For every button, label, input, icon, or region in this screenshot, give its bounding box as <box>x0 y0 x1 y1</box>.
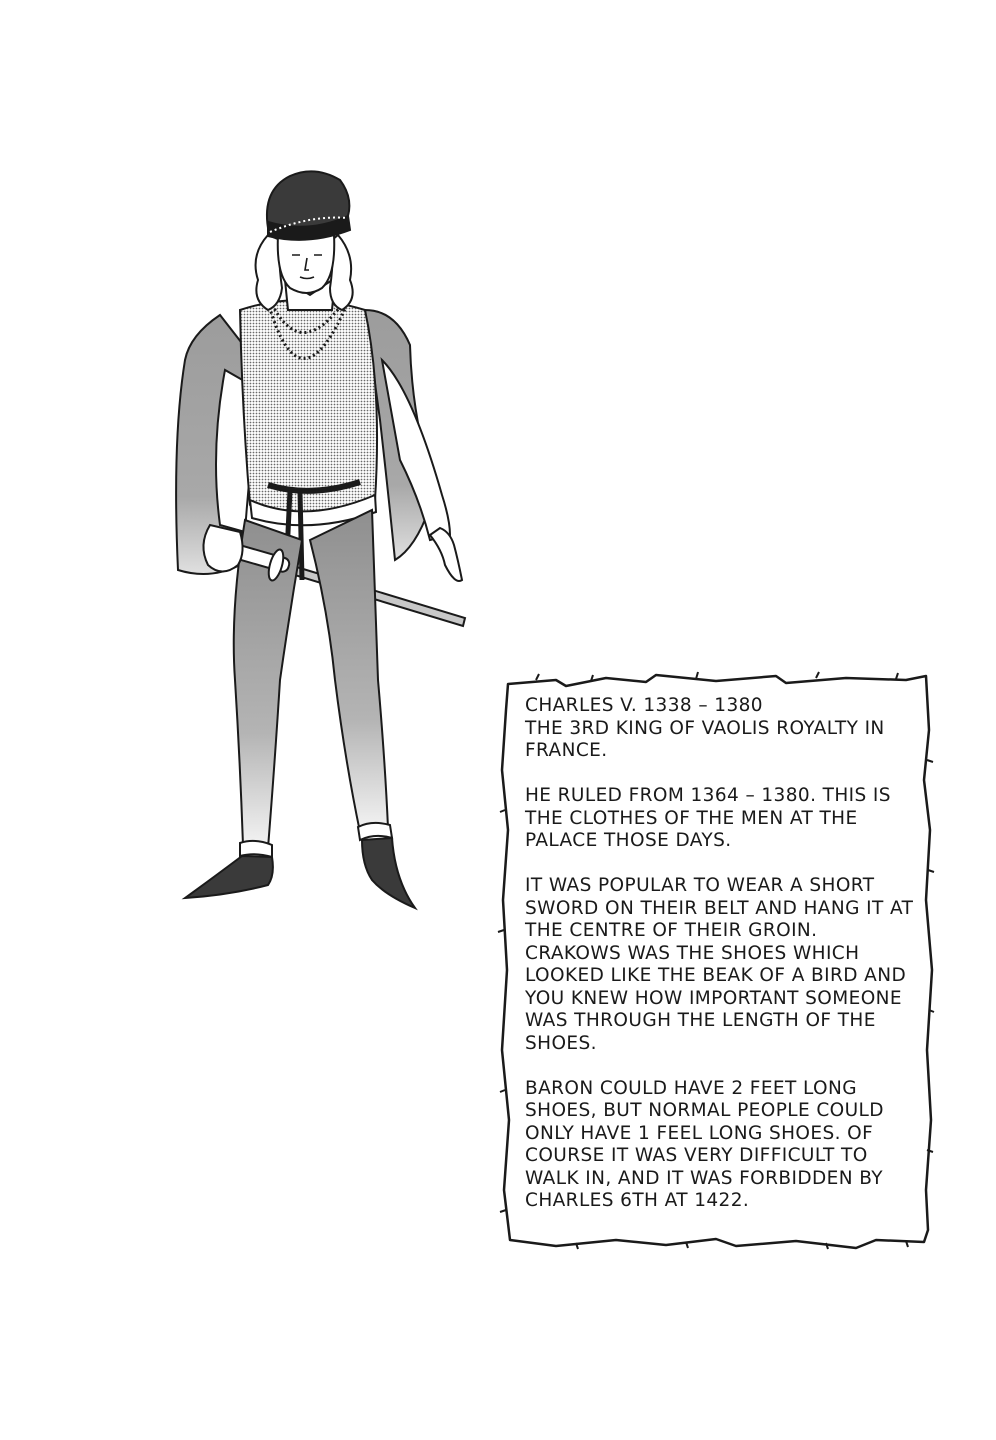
right-hand <box>430 528 462 581</box>
left-boot-cuff <box>240 841 272 857</box>
right-leg <box>310 510 388 832</box>
note-paragraph-title: CHARLES V. 1338 – 1380 THE 3RD KING OF VAOLIS ROYALTY IN FRANCE. <box>525 695 885 761</box>
courtier-illustration <box>150 160 490 920</box>
note-paragraph-baron: BARON COULD HAVE 2 FEET LONG SHOES, BUT NORMAL PEOPLE COULD ONLY HAVE 1 FEEL LONG SHOES. OF COURSE IT WAS VERY DIFFICULT TO WALK IN, AND IT WAS FORBIDDEN BY CHARLES 6TH AT 1422. <box>525 1077 884 1211</box>
left-leg <box>234 520 302 848</box>
note-text <box>525 695 915 1235</box>
note-paragraph-sword-shoes: IT WAS POPULAR TO WEAR A SHORT SWORD ON THEIR BELT AND HANG IT AT THE CENTRE OF THEIR GROIN. CRAKOWS WAS THE SHOES WHICH LOOKED LIKE THE BEAK OF A BIRD AND YOU KNEW HOW IMPORTANT SOMEONE WAS THROUGH THE LENGTH OF THE SHOES. <box>525 875 914 1054</box>
left-hand <box>203 525 242 572</box>
note-paragraph-reign: HE RULED FROM 1364 – 1380. THIS IS THE CLOTHES OF THE MEN AT THE PALACE THOSE DAYS. <box>525 785 891 851</box>
right-shoe <box>362 838 415 908</box>
left-shoe <box>185 856 273 898</box>
